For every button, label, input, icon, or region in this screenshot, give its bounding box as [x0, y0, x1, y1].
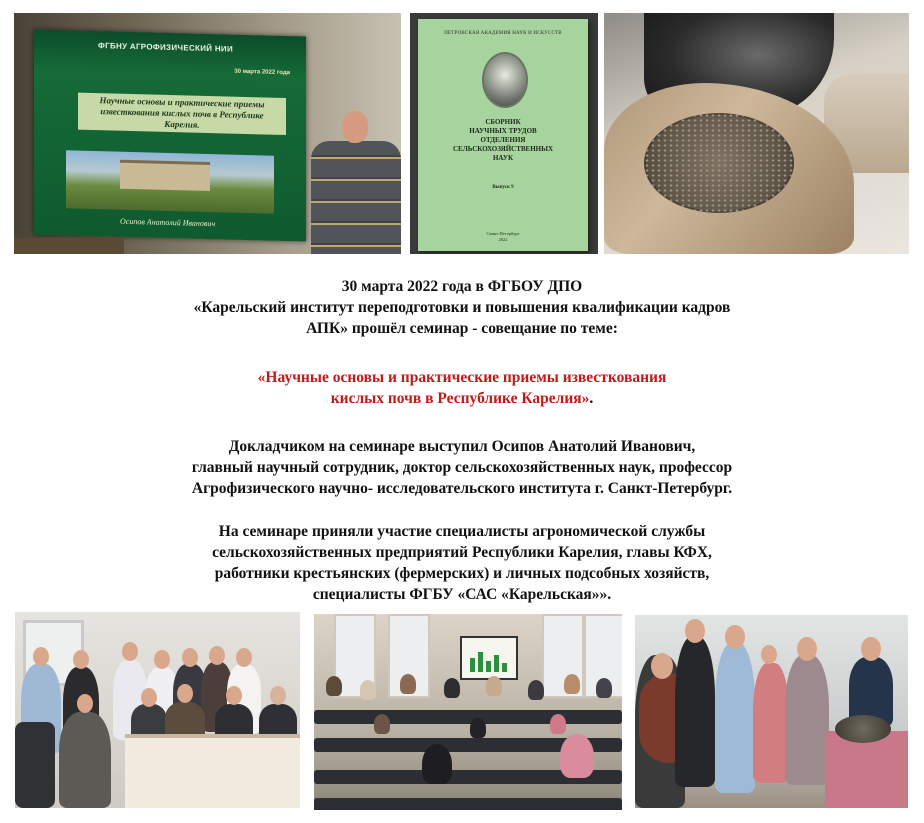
book-city-year: Санкт-Петербург 2022: [486, 231, 520, 242]
speaker-info: Докладчиком на семинаре выступил Осипов Анатолий Иванович, главный научный сотрудник, доктор сельскохозяйственных наук, профессор Агрофизического научно- исследовательского института г. Санкт-Петербург.: [191, 438, 733, 497]
projection-screen: [34, 29, 306, 241]
portrait-medallion: [482, 52, 528, 108]
book-photo: [410, 13, 598, 254]
participants-info: На семинаре приняли участие специалисты агрономической службы сельскохозяйственных предприятий Республики Карелия, главы КФХ, работники крестьянских (фермерских) и личных подсобных хозяйств, специалисты ФГБУ «САС «Карельская»».: [212, 523, 712, 603]
book-publisher: ПЕТРОВСКАЯ АКАДЕМИЯ НАУК И ИСКУССТВ: [444, 31, 562, 36]
seminar-topic: «Научные основы и практические приемы известкования кислых почв в Республике Карелия».: [257, 369, 667, 407]
speaker-figure: [311, 141, 401, 254]
slide-institution: ФГБНУ АГРОФИЗИЧЕСКИЙ НИИ: [98, 41, 234, 54]
discussion-photo: [635, 615, 908, 808]
slide-building-image: [66, 150, 274, 213]
lime-bag-photo: [604, 13, 909, 254]
desk: [125, 734, 300, 808]
speaker-head: [342, 111, 368, 143]
slide-author: Осипов Анатолий Иванович: [120, 216, 216, 229]
book-title: СБОРНИК НАУЧНЫХ ТРУДОВ ОТДЕЛЕНИЯ СЕЛЬСКОХОЗЯЙСТВЕННЫХ НАУК: [452, 118, 554, 162]
book-cover: [418, 19, 588, 251]
projection-screen: [460, 636, 518, 680]
slide-date: 30 марта 2022 года: [234, 68, 290, 77]
book-issue: Выпуск 9: [492, 185, 514, 190]
lime-granules: [644, 113, 794, 213]
audience-photo: [314, 614, 622, 810]
group-photo: [15, 612, 300, 808]
chair: [15, 722, 55, 808]
announcement-heading: 30 марта 2022 года в ФГБОУ ДПО «Карельский институт переподготовки и повышения квалификации кадров АПК» прошёл семинар - совещание по теме:: [193, 278, 731, 337]
presentation-photo: [14, 13, 401, 254]
slide-title: Научные основы и практические приемы известкования кислых почв в Республике Карелия.: [78, 93, 286, 135]
soil-sample: [835, 715, 891, 743]
table: [14, 238, 124, 254]
